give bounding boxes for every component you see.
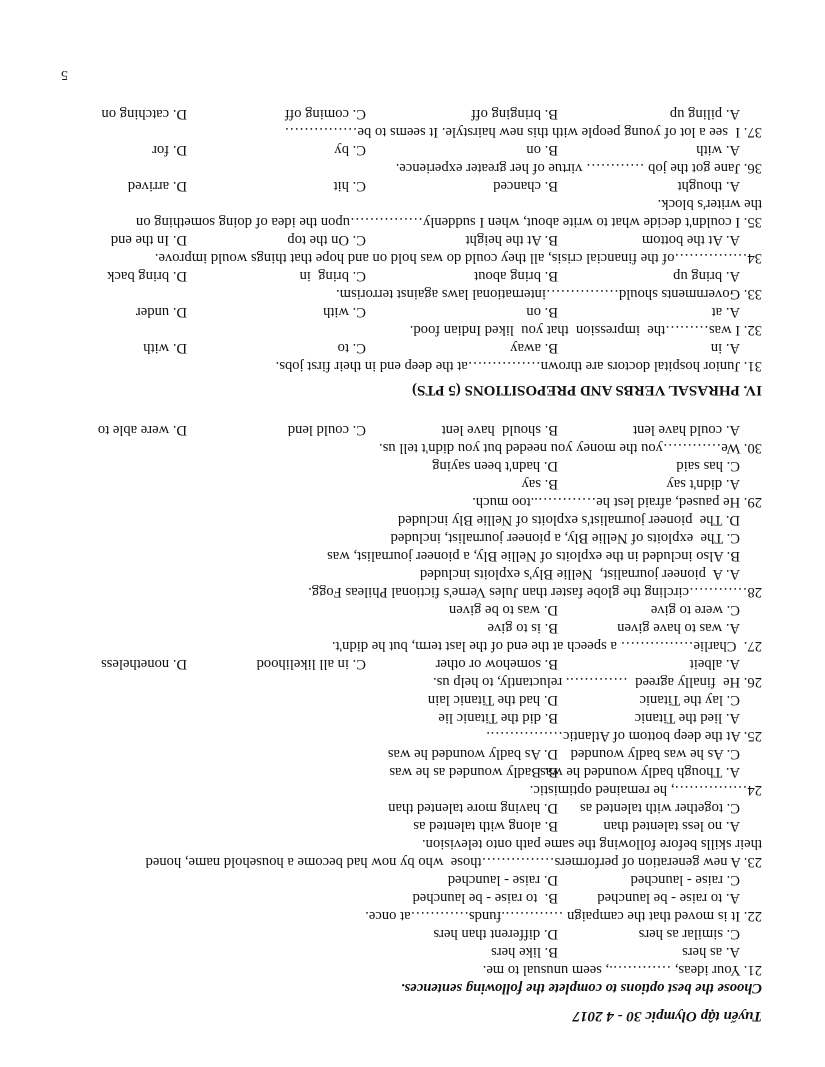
option-21b[interactable]: B. like hers <box>491 944 558 960</box>
instruction: Choose the best options to complete the following sentences. <box>400 980 762 996</box>
option-34b[interactable]: B. At the height <box>465 232 558 248</box>
option-28d[interactable]: D. The pioneer journalist's exploits of Nellie Bly included <box>397 512 740 528</box>
option-25d[interactable]: D. had the Titanic lain <box>427 692 558 708</box>
option-23c[interactable]: C. together with talented as <box>579 800 740 816</box>
option-22b[interactable]: B. to raise - be launched <box>412 890 558 906</box>
option-26a[interactable]: A. albeit <box>689 656 740 672</box>
option-35d[interactable]: D. arrived <box>127 178 187 194</box>
option-33b[interactable]: B. bring about <box>474 268 558 284</box>
option-32d[interactable]: D. under <box>135 304 187 320</box>
option-21a[interactable]: A. as hers <box>682 944 740 960</box>
option-23b[interactable]: B. along with talented as <box>413 818 558 834</box>
option-28b[interactable]: B. Also included in the exploits of Nellie Bly, a pioneer journalist, was <box>327 548 740 564</box>
section-heading: IV. PHRASAL VERBS AND PREPOSITIONS (5 PTS) <box>412 382 762 398</box>
option-32b[interactable]: B. on <box>526 304 558 320</box>
option-31d[interactable]: D. with <box>143 340 187 356</box>
option-23d[interactable]: D. having more talented than <box>388 800 558 816</box>
option-26d[interactable]: D. nonetheless <box>101 656 187 672</box>
option-37c[interactable]: C. coming off <box>284 106 366 122</box>
option-35b[interactable]: B. chanced <box>493 178 558 194</box>
question-32: 32. I was………the impression that you liked Indian food. <box>409 322 762 338</box>
option-31c[interactable]: C. to <box>337 340 366 356</box>
option-36c[interactable]: C. by <box>334 142 366 158</box>
question-33: 33. Governments should……………international laws against terrorism. <box>336 286 762 302</box>
option-22c[interactable]: C. raise - launched <box>630 872 740 888</box>
question-28: 28…………circling the globe faster than Jules Verne's fictional Phileas Fogg. <box>308 584 762 600</box>
option-37d[interactable]: D. catching on <box>101 106 187 122</box>
option-36a[interactable]: A. with <box>696 142 740 158</box>
page-header: Tuyển tập Olympic 30 - 4 2017 <box>572 1008 762 1024</box>
question-30: 30. We…………you the money you needed but you didn't tell us. <box>378 440 762 456</box>
option-27a[interactable]: A. was to have given <box>617 620 740 636</box>
option-30a[interactable]: A. could have lent <box>633 422 740 438</box>
question-29: 29. He paused, afraid lest he…………..too much. <box>472 494 762 510</box>
option-34d[interactable]: D. In the end <box>110 232 187 248</box>
question-24: 24……………, he remained optimistic. <box>529 782 762 798</box>
question-23-cont: their skills before following the same path onto television. <box>421 836 762 852</box>
option-24c[interactable]: C. As he was badly wounded <box>570 746 740 762</box>
option-35c[interactable]: C. hit <box>333 178 366 194</box>
option-21d[interactable]: D. different than hers <box>433 926 558 942</box>
question-36: 36. Jane got the job ………… virtue of her greater experience. <box>395 160 762 176</box>
option-36b[interactable]: B. on <box>526 142 558 158</box>
option-28c[interactable]: C. The exploits of Nellie Bly, a pioneer journalist, included <box>390 530 740 546</box>
question-34: 34……………of the financial crisis, all they could do was hold on and hope that things would improve. <box>154 250 762 266</box>
option-27d[interactable]: D. was to be given <box>448 602 558 618</box>
question-23: 23. A new generation of performers……………those who by now had become a household name, honed <box>145 854 762 870</box>
option-37b[interactable]: B. bringing off <box>471 106 558 122</box>
option-30c[interactable]: C. could lend <box>287 422 366 438</box>
question-25: 25. At the deep bottom of Atlantic……………. <box>486 728 762 744</box>
page-number: 5 <box>61 67 68 82</box>
option-29b[interactable]: B. say <box>521 476 558 492</box>
option-21c[interactable]: C. similar as hers <box>638 926 740 942</box>
question-37: 37. I see a lot of young people with this new hairstyle. It seems to be…………… <box>284 124 762 140</box>
option-26b[interactable]: B. somehow or other <box>435 656 558 672</box>
option-30b[interactable]: B. should have lent <box>441 422 558 438</box>
option-31b[interactable]: B. away <box>510 340 558 356</box>
option-27b[interactable]: B. is to give <box>487 620 558 636</box>
question-21: 21. Your ideas, …………., seem unusual to me. <box>482 962 762 978</box>
option-23a[interactable]: A. no less talented than <box>603 818 740 834</box>
option-34c[interactable]: C. On the top <box>287 232 366 248</box>
option-36d[interactable]: D. for <box>152 142 187 158</box>
option-31a[interactable]: A. in <box>710 340 740 356</box>
question-31: 31. Junior hospital doctors are thrown……………at the deep end in their first jobs. <box>275 358 762 374</box>
option-32a[interactable]: A. at <box>711 304 740 320</box>
option-24b[interactable]: B. Badly wounded as he was <box>389 764 558 780</box>
option-28a[interactable]: A. A pioneer journalist, Nellie Bly's exploits included <box>419 566 740 582</box>
option-25a[interactable]: A. lied the Titanic <box>634 710 740 726</box>
option-29a[interactable]: A. didn't say <box>666 476 740 492</box>
option-33c[interactable]: C. bring in <box>299 268 366 284</box>
question-35: 35. I couldn't decide what to write about, when I suddenly……………upon the idea of doing something on <box>136 214 762 230</box>
option-32c[interactable]: C. with <box>323 304 366 320</box>
option-25c[interactable]: C. lay the Titanic <box>639 692 740 708</box>
question-35-cont: the writer's block. <box>657 196 762 212</box>
option-26c[interactable]: C. in all likelihood <box>256 656 366 672</box>
question-22: 22. It is moved that the campaign ………….funds…………at once. <box>365 908 762 924</box>
option-29d[interactable]: D. hadn't been saying <box>432 458 558 474</box>
question-27: 27. Charlie…………… a speech at the end of the last term, but he didn't. <box>331 638 762 654</box>
option-29c[interactable]: C. has said <box>676 458 740 474</box>
option-24d[interactable]: D. As badly wounded he was <box>387 746 558 762</box>
option-34a[interactable]: A. At the bottom <box>641 232 740 248</box>
option-27c[interactable]: C. were to give <box>650 602 740 618</box>
option-37a[interactable]: A. piling up <box>669 106 740 122</box>
option-25b[interactable]: B. did the Titanic lie <box>438 710 558 726</box>
option-22a[interactable]: A. to raise - be launched <box>597 890 740 906</box>
option-22d[interactable]: D. raise - launched <box>447 872 558 888</box>
option-30d[interactable]: D. were able to <box>97 422 187 438</box>
option-24a[interactable]: A. Though badly wounded he was <box>540 764 740 780</box>
option-35a[interactable]: A. thought <box>677 178 740 194</box>
option-33a[interactable]: A. bring up <box>673 268 740 284</box>
question-26: 26. He finally agreed …………. reluctantly, to help us. <box>433 674 762 690</box>
option-33d[interactable]: D. bring back <box>107 268 187 284</box>
